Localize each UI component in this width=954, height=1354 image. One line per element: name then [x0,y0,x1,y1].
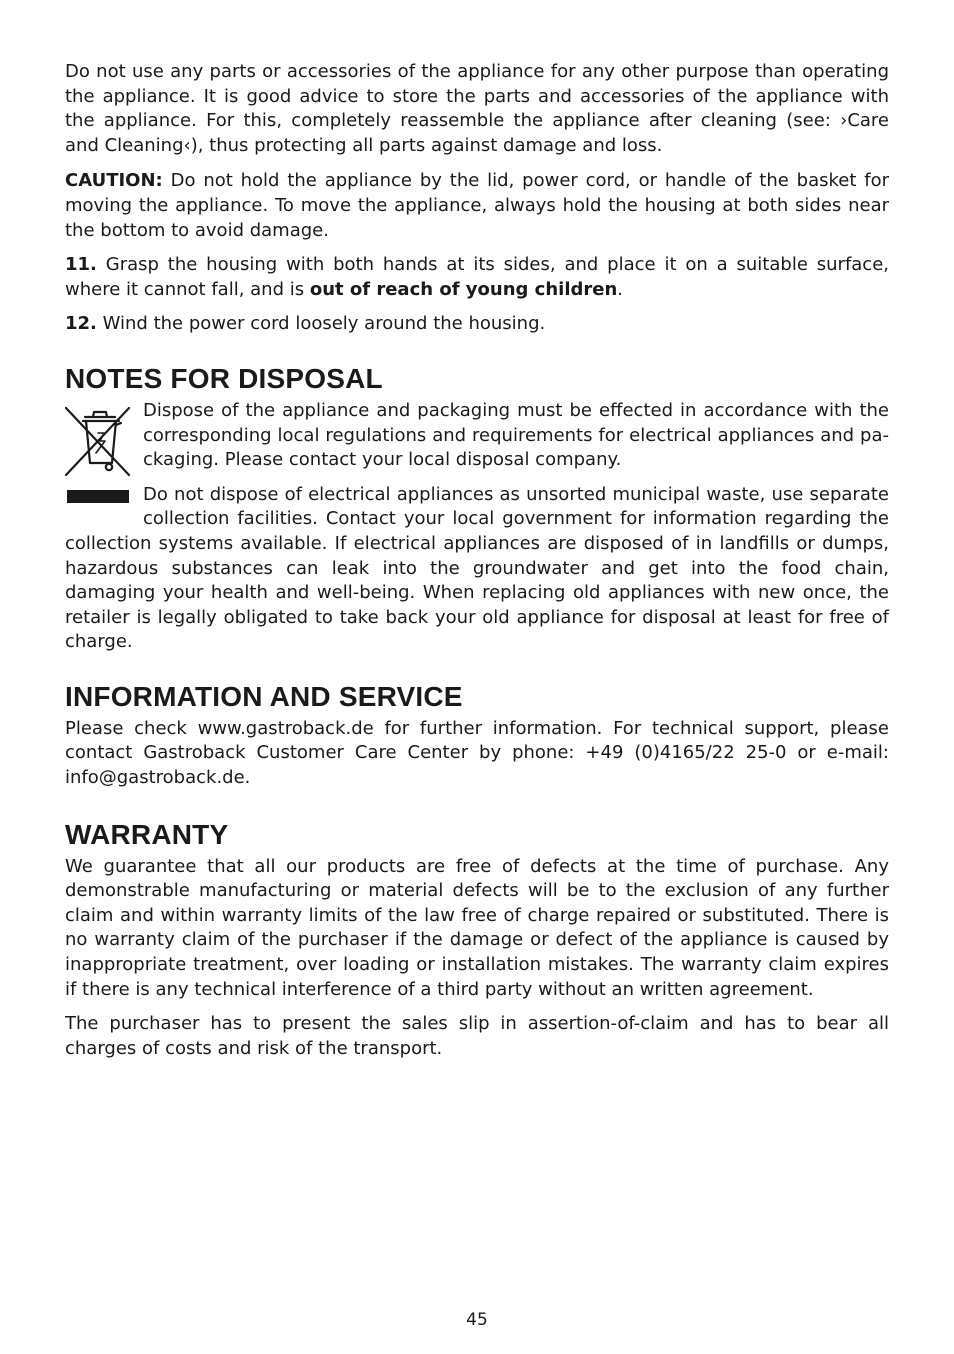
page-content [65,60,889,1071]
disposal-paragraph-2: Do not dispose of electrical appliances as unsorted municipal waste, use separate collection facilities. Contact your local government for information regarding the collection systems available. If electrical appliances are disposed of in landfills or dumps, hazardous substances can leak into the groundwater and get into the food chain, damaging your health and well-being. When replacing old appliances with new once, the retailer is legally obligated to take back your old appliance for disposal at least for free of charge. [65,483,889,653]
disposal-paragraph-1: Dispose of the appliance and packaging must be effected in accordance with the corresponding local regulations and requirements for electrical appliances and packaging. Please contact your local disposal company. [143,399,889,471]
step-11-emphasis: out of reach of young children [309,278,618,300]
service-heading: INFORMATION AND SERVICE [65,680,463,712]
caution-text: Do not hold the appliance by the lid, power cord, or handle of the basket for moving the appliance. To move the appliance, always hold the housing at both sides near the bottom to avoid damage. [65,170,889,241]
caution-paragraph [65,169,889,243]
warranty-paragraph-2: The purchaser has to present the sales slip in assertion-of-claim and has to bear all charges of costs and risk of the transport. [65,1013,889,1059]
step-11-text: Grasp the housing with both hands at its sides, and place it on a suitable surface, where it cannot fall, and is [65,254,889,300]
step-12-text: Wind the power cord loosely around the housing. [96,313,546,335]
step-11 [65,253,889,302]
step-11-end: . [617,278,624,300]
warranty-heading: WARRANTY [65,818,229,850]
disposal-heading: NOTES FOR DISPOSAL [65,362,383,394]
step-11-number: 11. [65,254,97,276]
crossed-out-wheelie-bin-icon [63,401,143,511]
warranty-paragraph-1: We guarantee that all our products are free of defects at the time of purchase. Any demonstrable manufacturing or material defects will be to the exclusion of any further claim and within warranty limits of the law free of charge repaired or substituted. There is no warranty claim of the purchaser if the damage or defect of the appliance is caused by inappropriate treatment, over loading or installation mistakes. The warranty claim expires if there is any technical interference of a third party without an written agreement. [65,855,889,1000]
service-paragraph: Please check www.gastroback.de for further information. For technical support, please contact Gastroback Customer Care Center by phone: +49 (0)4165/22 25-0 or e-mail: info@gastroback.de. [65,717,889,789]
step-12 [65,312,889,337]
caution-label: CAUTION: [65,170,163,192]
page-number: 45 [466,1310,488,1330]
intro-paragraph: Do not use any parts or accessories of the appliance for any other purpose than operating the appliance. It is good advice to store the parts and accessories of the appliance with the appliance. For this, completely reassemble the appliance after cleaning (see: ›Care and Cleaning‹), thus protecting all parts against damage and loss. [65,61,889,156]
step-12-number: 12. [65,313,97,335]
disposal-section [65,399,889,655]
